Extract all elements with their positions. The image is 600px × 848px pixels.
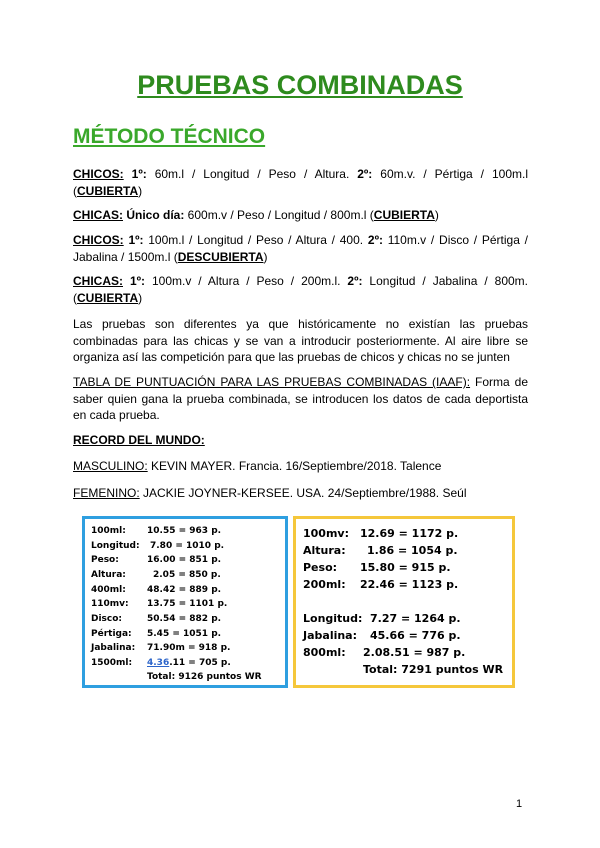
venue-tag: CUBIERTA [373,208,435,222]
event-label: 800ml: [303,646,346,659]
masculino-record [73,458,528,475]
day2-label: 2º: [347,274,363,288]
total-row: Total: 7291 puntos WR [363,663,504,676]
event-label: Jabalina: [91,643,136,653]
chicas-outdoor-paragraph [73,273,528,306]
closing-paren: ) [138,183,143,198]
event-result: 45.66 = 776 p. [370,629,461,642]
table-row [91,658,231,668]
day1-label: 1º: [129,274,146,288]
record-heading [73,432,528,449]
day2-events: 110m.v / Disco / Pértiga / Jabalina / 1500m.l ( [73,233,528,264]
event-result: 13.75 = 1101 p. [147,599,228,609]
event-label: Pértiga: [91,629,132,639]
event-label: 1500ml: [91,658,133,668]
table-row [91,570,221,580]
record-heading-text: RECORD DEL MUNDO: [73,433,205,447]
event-label: 110mv: [91,599,129,609]
table-row [91,614,222,624]
event-result: 2.08.51 = 987 p. [363,646,466,659]
masculino-text: KEVIN MAYER. Francia. 16/Septiembre/2018. Talence [147,459,442,473]
event-result: 5.45 = 1051 p. [147,629,222,639]
men-record-table [82,516,288,688]
page-title: PRUEBAS COMBINADAS [137,70,463,100]
event-result: 12.69 = 1172 p. [360,527,459,540]
day2-events: Longitud / Jabalina / 800m. ( [73,274,528,305]
event-label: 100ml: [91,526,126,536]
day2-label: 2º: [357,167,373,181]
venue-tag: CUBIERTA [77,290,139,305]
event-label: 400ml: [91,585,126,595]
event-label: Longitud: [91,541,140,551]
single-day-events: 600m.v / Peso / Longitud / 800m.l ( [184,208,374,222]
day1-label: 1º: [131,167,147,181]
day1-label: 1º: [128,233,144,247]
chicos-label: CHICOS: [73,233,124,247]
chicas-indoor-paragraph [73,207,528,224]
event-label: Altura: [91,570,126,580]
masculino-label: MASCULINO: [73,459,148,473]
table-row [303,544,458,557]
page-number: 1 [516,798,523,810]
result-link[interactable]: 4.36 [147,658,170,668]
table-row [91,629,222,639]
event-result: .11 = 705 p. [169,658,231,668]
tabla-label: TABLA DE PUNTUACIÓN PARA LAS PRUEBAS COMBINADAS (IAAF): [73,375,471,389]
women-record-table [293,516,515,688]
day2-label: 2º: [367,233,383,247]
event-result: 22.46 = 1123 p. [360,578,459,591]
day2-events: 60m.v. / Pértiga / 100m.l ( [73,167,528,198]
chicos-indoor-paragraph [73,166,528,199]
day1-events: 100m.v / Altura / Peso / 200m.l. [145,274,348,288]
table-row [91,585,222,595]
event-label: Peso: [303,561,338,574]
venue-tag: CUBIERTA [77,183,139,198]
event-result: 1.86 = 1054 p. [367,544,458,557]
chicas-label: CHICAS: [73,208,123,222]
venue-tag: DESCUBIERTA [177,249,264,264]
tabla-paragraph [73,374,528,424]
event-label: Longitud: [303,612,363,625]
single-day-label: Único día: [123,208,185,222]
day1-events: 60m.l / Longitud / Peso / Altura. [146,167,358,181]
femenino-text: JACKIE JOYNER-KERSEE. USA. 24/Septiembre/1988. Seúl [139,486,467,500]
table-row [91,541,225,551]
event-result: 7.80 = 1010 p. [150,541,225,551]
event-result: 48.42 = 889 p. [147,585,222,595]
closing-paren: ) [434,208,439,222]
event-label: Jabalina: [303,629,358,642]
explanation-paragraph: Las pruebas son diferentes ya que históricamente no existían las pruebas combinadas para las chicas y se van a introducir posteriormente. Al aire libre se organiza así las competición para que las pruebas de chicos y chicas no se junten [73,317,528,364]
event-result: 15.80 = 915 p. [360,561,451,574]
table-row [91,599,228,609]
event-label: Altura: [303,544,346,557]
chicos-label: CHICOS: [73,167,124,181]
event-result: 2.05 = 850 p. [153,570,221,580]
table-row [91,526,222,536]
table-row [91,643,231,653]
femenino-label: FEMENINO: [73,486,140,500]
total-row: Total: 9126 puntos WR [147,672,262,682]
event-result: 16.00 = 851 p. [147,555,222,565]
event-label: 200ml: [303,578,346,591]
section-subtitle: MÉTODO TÉCNICO [73,125,266,148]
event-result: 10.55 = 963 p. [147,526,222,536]
table-row [303,629,461,642]
tabla-text: Forma de saber quien gana la prueba combinada, se introducen los datos de cada deportista en cada prueba. [73,375,529,422]
closing-paren: ) [263,249,268,264]
day1-events: 100m.l / Longitud / Peso / Altura / 400. [143,233,368,247]
table-row [91,555,222,565]
event-label: Disco: [91,614,123,624]
closing-paren: ) [138,290,143,305]
table-row [303,561,451,574]
table-row [303,578,459,591]
event-label: Peso: [91,555,119,565]
event-result: 50.54 = 882 p. [147,614,222,624]
table-row [303,612,461,625]
event-result: 7.27 = 1264 p. [370,612,461,625]
table-row [303,646,466,659]
femenino-record [73,485,528,502]
chicas-label: CHICAS: [73,274,123,288]
event-label: 100mv: [303,527,349,540]
table-row [303,527,459,540]
chicos-outdoor-paragraph [73,232,528,265]
event-result: 71.90m = 918 p. [147,643,231,653]
